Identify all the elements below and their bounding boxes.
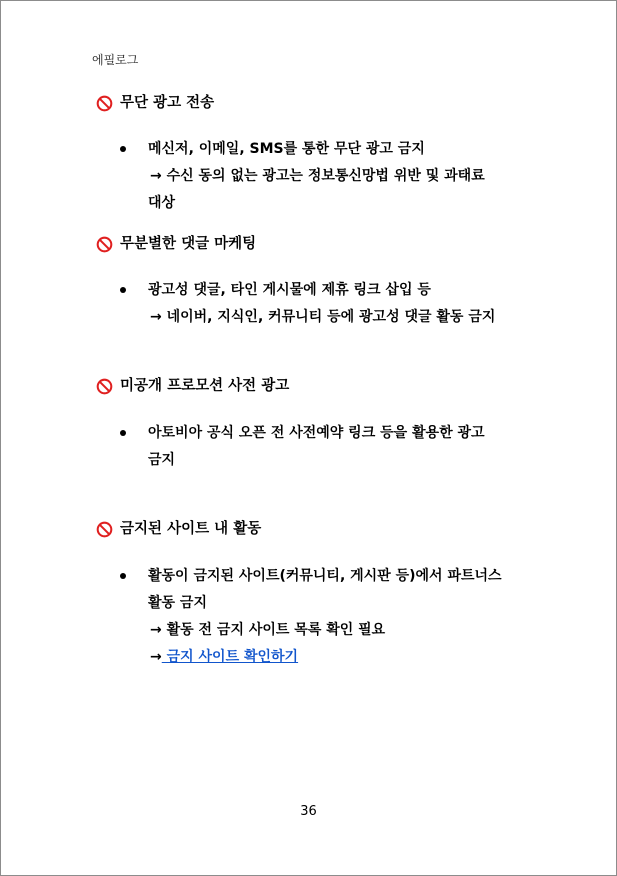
link-line — [148, 644, 528, 671]
section-title-text: 금지된 사이트 내 활동 — [120, 521, 262, 537]
arrow-glyph: → — [150, 649, 162, 665]
page-header: 에필로그 — [92, 53, 139, 67]
section-body-preopen-promo — [148, 420, 528, 474]
section-title-banned-sites — [96, 519, 261, 539]
bullet-dot — [120, 146, 126, 152]
prohibited-icon — [96, 521, 113, 538]
arrow-note-continued: 대상 — [148, 195, 176, 211]
arrow-note: → 활동 전 금지 사이트 목록 확인 필요 — [150, 622, 386, 638]
section-body-banned-sites — [148, 563, 528, 671]
section-title-text: 무분별한 댓글 마케팅 — [120, 236, 257, 252]
section-title-text: 무단 광고 전송 — [120, 95, 215, 111]
arrow-note: → 네이버, 지식인, 커뮤니티 등에 광고성 댓글 활동 금지 — [150, 309, 496, 325]
section-title-text: 미공개 프로모션 사전 광고 — [120, 378, 290, 394]
bullet-text: 메신저, 이메일, SMS를 통한 무단 광고 금지 — [148, 141, 425, 157]
section-title-unauthorized-ads — [96, 93, 214, 113]
prohibited-icon — [96, 378, 113, 395]
section-body-unauthorized-ads — [148, 136, 528, 217]
bullet-text-continued: 금지 — [148, 452, 176, 468]
bullet-dot — [120, 287, 126, 293]
bullet-dot — [120, 430, 126, 436]
bullet-text-continued: 활동 금지 — [148, 595, 207, 611]
page-number: 36 — [300, 804, 317, 819]
section-body-comment-marketing — [148, 277, 528, 331]
bullet-dot — [120, 573, 126, 579]
bullet-text: 광고성 댓글, 타인 게시물에 제휴 링크 삽입 등 — [148, 282, 431, 298]
section-title-comment-marketing — [96, 234, 256, 254]
bullet-text: 아토비아 공식 오픈 전 사전예약 링크 등을 활용한 광고 — [148, 425, 485, 441]
bullet-text: 활동이 금지된 사이트(커뮤니티, 게시판 등)에서 파트너스 — [148, 568, 502, 584]
arrow-note: → 수신 동의 없는 광고는 정보통신망법 위반 및 과태료 — [150, 168, 485, 184]
prohibited-icon — [96, 95, 113, 112]
section-title-preopen-promo — [96, 376, 289, 396]
banned-sites-link[interactable]: 금지 사이트 확인하기 — [161, 649, 299, 665]
prohibited-icon — [96, 236, 113, 253]
